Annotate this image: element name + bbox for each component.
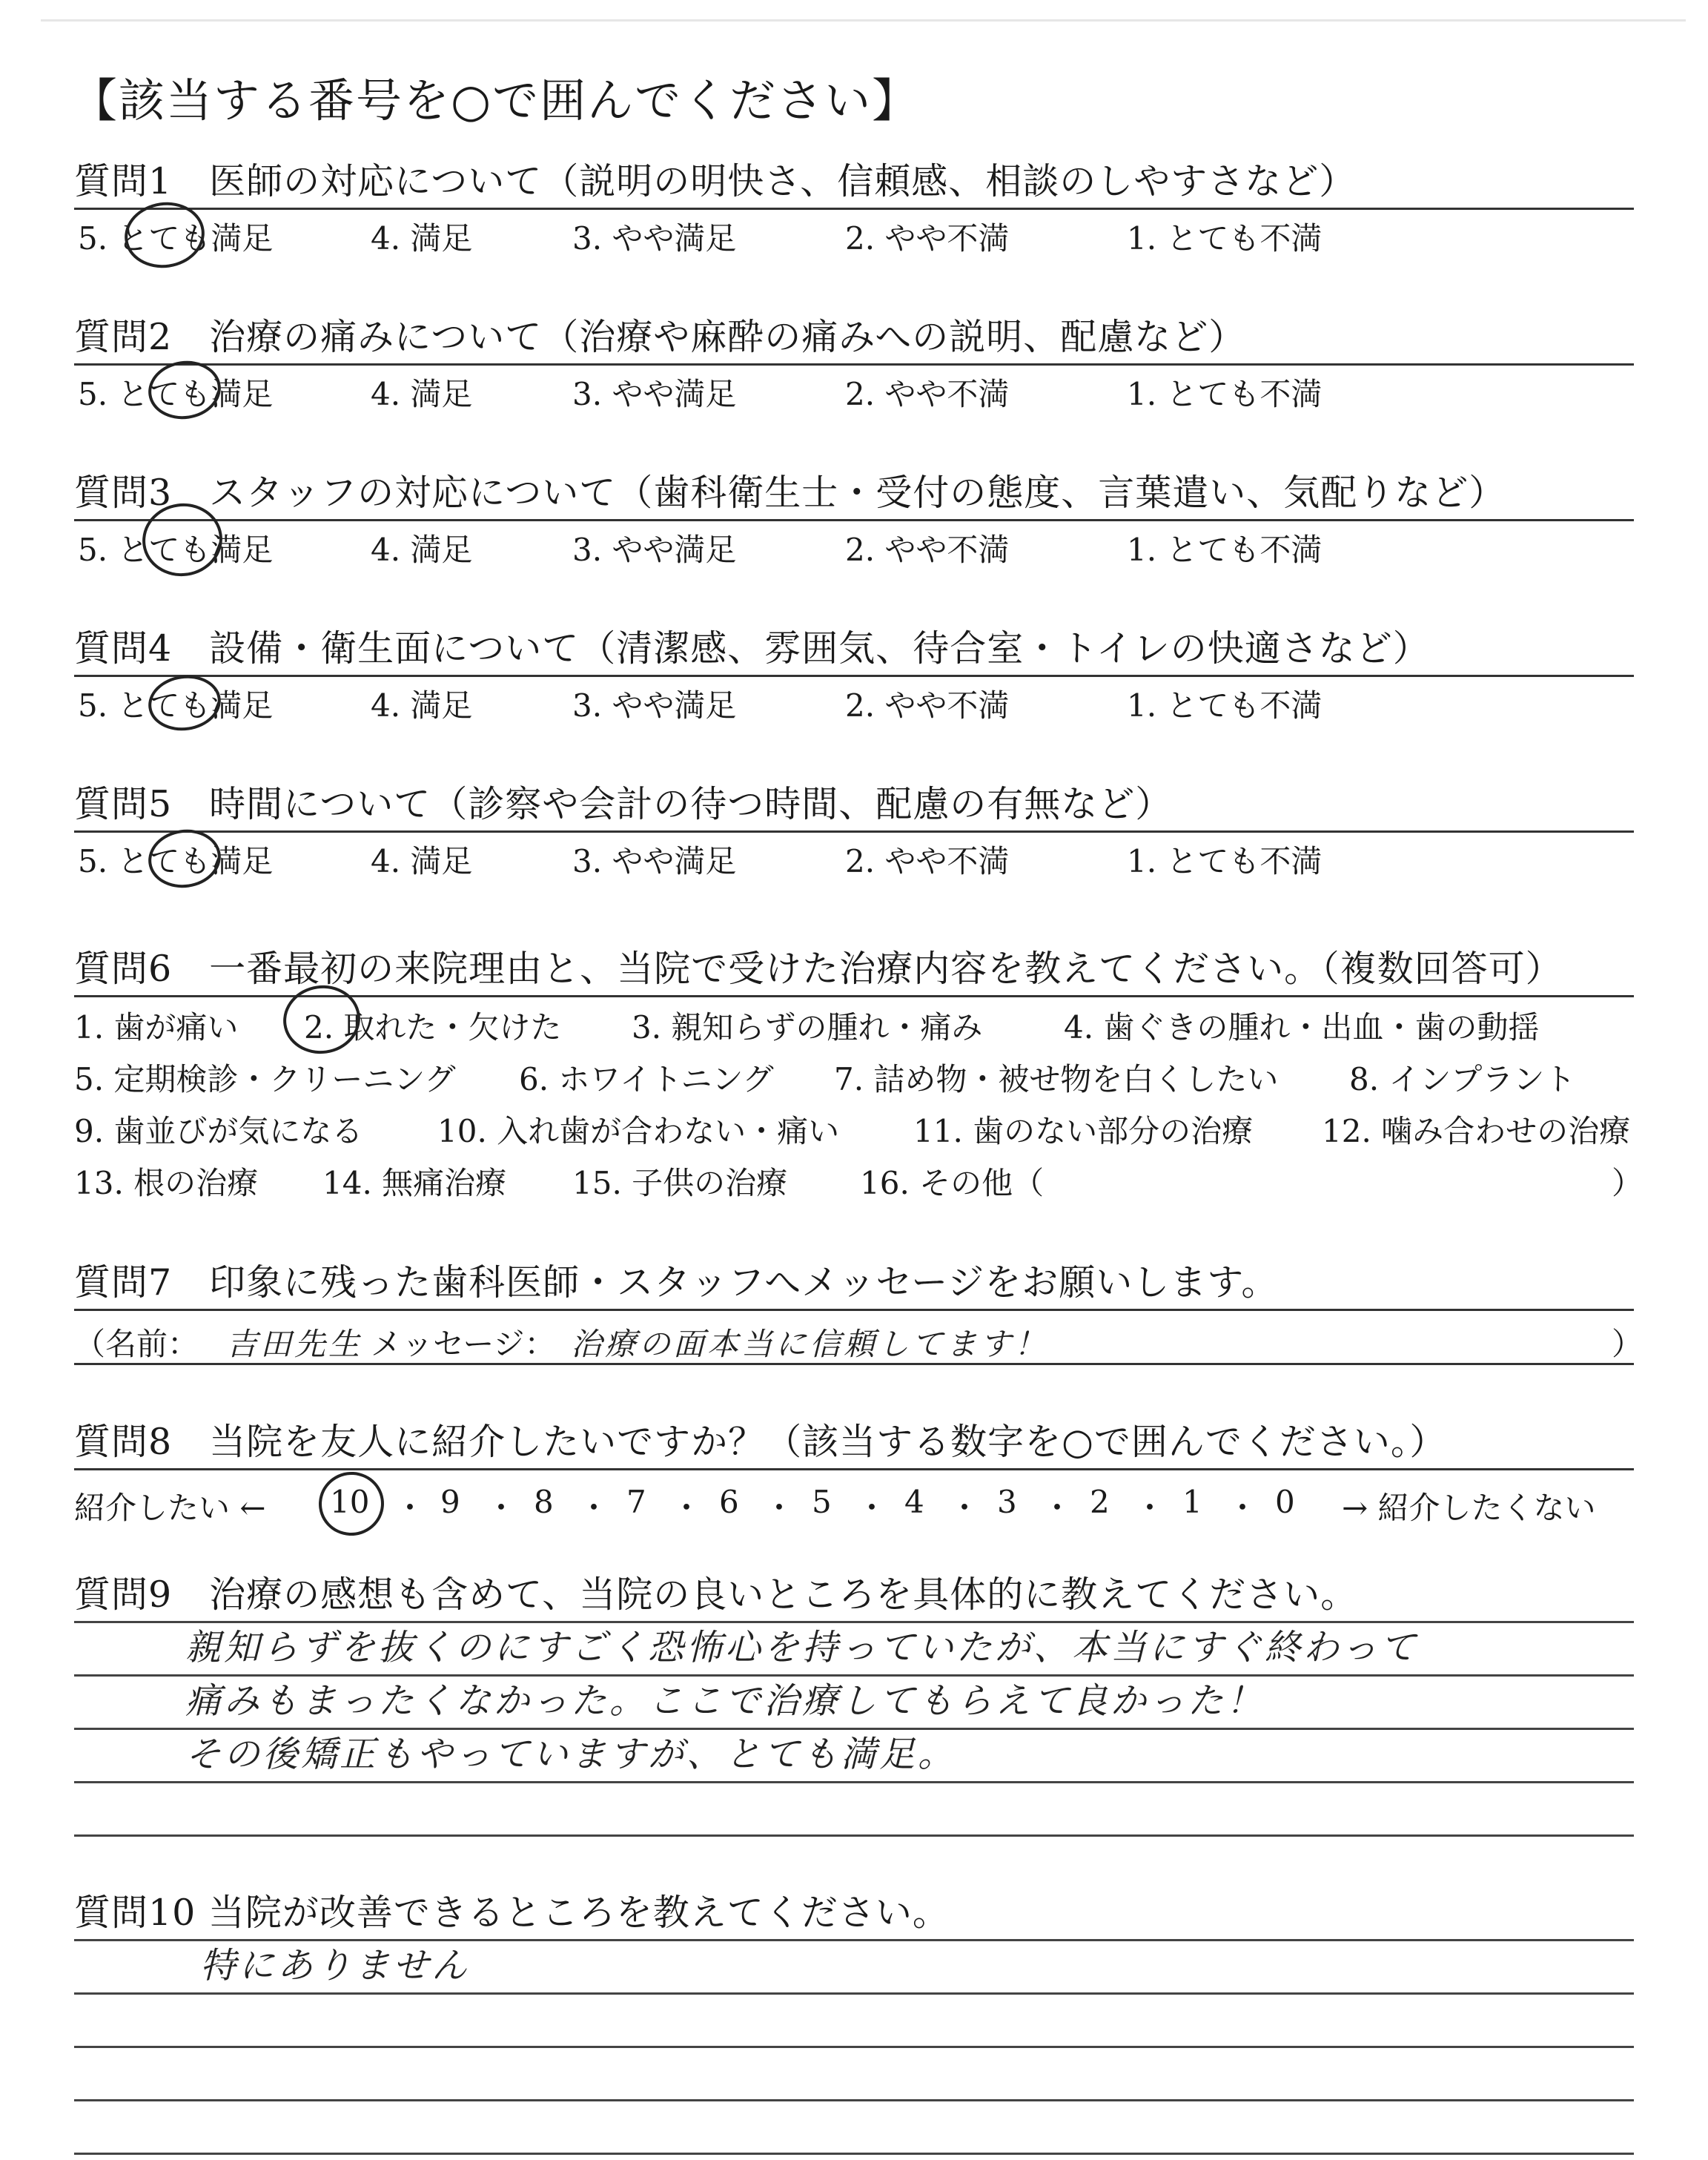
option-very-satisfied[interactable]: 5. とても満足 bbox=[78, 220, 274, 257]
question-3-title: 質問3 スタッフの対応について（歯科衛生士・受付の態度、言葉遣い、気配りなど） bbox=[74, 472, 1506, 514]
answer-line bbox=[74, 2048, 1634, 2101]
question-6-title: 質問6 一番最初の来院理由と、当院で受けた治療内容を教えてください。（複数回答可） bbox=[74, 948, 1563, 990]
answer-line bbox=[74, 2101, 1634, 2155]
scale-number[interactable]: 5 bbox=[812, 1484, 832, 1520]
scale-right-label: → 紹介したくない bbox=[1342, 1490, 1596, 1526]
message-label: メッセージ： bbox=[371, 1326, 556, 1362]
question-4 bbox=[74, 615, 1634, 726]
option-very-satisfied[interactable]: 5. とても満足 bbox=[78, 376, 274, 412]
option-somewhat-dissatisfied[interactable]: 2. やや不満 bbox=[845, 532, 1010, 568]
reason-option[interactable]: 12. 噛み合わせの治療 bbox=[1322, 1113, 1631, 1149]
question-7 bbox=[74, 1249, 1644, 1365]
answer-line bbox=[74, 1677, 1634, 1730]
question-8-title: 質問8 当院を友人に紹介したいですか？（該当する数字を○で囲んでください。） bbox=[74, 1421, 1447, 1463]
option-somewhat-satisfied[interactable]: 3. やや満足 bbox=[572, 220, 737, 257]
scan-top-edge bbox=[41, 19, 1686, 22]
option-somewhat-dissatisfied[interactable]: 2. やや不満 bbox=[845, 220, 1010, 257]
option-very-dissatisfied[interactable]: 1. とても不満 bbox=[1127, 376, 1323, 412]
selection-circle bbox=[314, 1467, 388, 1539]
message-field[interactable] bbox=[74, 1311, 1644, 1365]
option-satisfied[interactable]: 4. 満足 bbox=[371, 376, 473, 412]
scale-number[interactable]: 0 bbox=[1275, 1484, 1295, 1520]
question-3 bbox=[74, 460, 1634, 570]
answer-line bbox=[74, 1941, 1634, 1995]
reason-option[interactable]: 1. 歯が痛い bbox=[74, 1009, 239, 1046]
message-close-paren: ） bbox=[1612, 1326, 1644, 1362]
reason-option[interactable]: 6. ホワイトニング bbox=[519, 1061, 774, 1097]
option-very-satisfied[interactable]: 5. とても満足 bbox=[78, 687, 274, 724]
scale-number[interactable]: 9 bbox=[440, 1484, 460, 1520]
recommend-scale: 紹介したい ← 10 ・ 9 ・ 8 ・ 7 ・ 6 ・ 5 ・ 4 ・ 3 ・ 2 ・ 1 ・ 0 → 紹介したくない bbox=[74, 1470, 1634, 1530]
option-somewhat-satisfied[interactable]: 3. やや満足 bbox=[572, 532, 737, 568]
reason-option[interactable]: 4. 歯ぐきの腫れ・出血・歯の動揺 bbox=[1064, 1009, 1540, 1046]
selection-circle bbox=[145, 825, 225, 893]
answer-line bbox=[74, 1623, 1634, 1677]
q10-answer-area[interactable] bbox=[74, 1939, 1634, 2155]
option-somewhat-dissatisfied[interactable]: 2. やや不満 bbox=[845, 376, 1010, 412]
question-5-options bbox=[74, 833, 1634, 882]
reason-option[interactable]: 3. 親知らずの腫れ・痛み bbox=[632, 1009, 983, 1046]
question-2 bbox=[74, 304, 1634, 415]
option-somewhat-dissatisfied[interactable]: 2. やや不満 bbox=[845, 687, 1010, 724]
option-somewhat-satisfied[interactable]: 3. やや満足 bbox=[572, 687, 737, 724]
option-very-dissatisfied[interactable]: 1. とても不満 bbox=[1127, 220, 1323, 257]
reason-option-other[interactable]: 16. その他（ bbox=[860, 1165, 1045, 1201]
question-2-title: 質問2 治療の痛みについて（治療や麻酔の痛みへの説明、配慮など） bbox=[74, 316, 1246, 358]
name-handwritten: 吉田先生 bbox=[226, 1326, 363, 1362]
question-4-title: 質問4 設備・衛生面について（清潔感、雰囲気、待合室・トイレの快適さなど） bbox=[74, 627, 1430, 670]
question-1-options bbox=[74, 210, 1634, 259]
question-6-row-1 bbox=[74, 997, 1634, 1049]
question-6 bbox=[74, 936, 1644, 1205]
other-close-paren: ） bbox=[1612, 1165, 1644, 1201]
question-9-title: 質問9 治療の感想も含めて、当院の良いところを具体的に教えてください。 bbox=[74, 1573, 1358, 1616]
question-6-row-2 bbox=[74, 1049, 1634, 1101]
handwritten-text: 親知らずを抜くのにすごく恐怖心を持っていたが、本当にすぐ終わって bbox=[185, 1627, 1419, 1668]
handwritten-text: 痛みもまったくなかった。ここで治療してもらえて良かった！ bbox=[185, 1680, 1265, 1722]
option-somewhat-satisfied[interactable]: 3. やや満足 bbox=[572, 376, 737, 412]
question-4-options bbox=[74, 677, 1634, 726]
option-very-dissatisfied[interactable]: 1. とても不満 bbox=[1127, 843, 1323, 879]
reason-option[interactable]: 13. 根の治療 bbox=[74, 1165, 259, 1201]
question-10 bbox=[74, 1880, 1634, 2155]
q9-answer-area[interactable] bbox=[74, 1621, 1634, 1837]
question-9 bbox=[74, 1562, 1634, 1837]
reason-option[interactable]: 15. 子供の治療 bbox=[572, 1165, 788, 1201]
scale-number[interactable]: 7 bbox=[626, 1484, 646, 1520]
scale-number[interactable]: 10 bbox=[330, 1484, 370, 1520]
reason-option[interactable]: 11. 歯のない部分の治療 bbox=[913, 1113, 1254, 1149]
option-very-satisfied[interactable]: 5. とても満足 bbox=[78, 843, 274, 879]
option-very-dissatisfied[interactable]: 1. とても不満 bbox=[1127, 532, 1323, 568]
question-5-title: 質問5 時間について（診察や会計の待つ時間、配慮の有無など） bbox=[74, 783, 1173, 825]
name-label: （名前： bbox=[74, 1326, 199, 1362]
question-5 bbox=[74, 771, 1634, 882]
question-1 bbox=[74, 148, 1634, 259]
option-satisfied[interactable]: 4. 満足 bbox=[371, 220, 473, 257]
option-very-satisfied[interactable]: 5. とても満足 bbox=[78, 532, 274, 568]
reason-option[interactable]: 2. 取れた・欠けた bbox=[304, 1009, 562, 1046]
scale-number[interactable]: 4 bbox=[904, 1484, 924, 1520]
scale-number[interactable]: 3 bbox=[997, 1484, 1017, 1520]
answer-line bbox=[74, 1730, 1634, 1783]
reason-option[interactable]: 14. 無痛治療 bbox=[322, 1165, 507, 1201]
question-6-row-4 bbox=[74, 1153, 1644, 1205]
question-10-title: 質問10 当院が改善できるところを教えてください。 bbox=[74, 1892, 950, 1934]
answer-line bbox=[74, 1995, 1634, 2048]
question-3-options bbox=[74, 521, 1634, 570]
question-2-options bbox=[74, 366, 1634, 415]
form-instruction-header: 【該当する番号を○で囲んでください】 bbox=[71, 73, 920, 128]
option-somewhat-satisfied[interactable]: 3. やや満足 bbox=[572, 843, 737, 879]
message-handwritten: 治療の面本当に信頼してます！ bbox=[571, 1326, 1049, 1362]
question-1-title: 質問1 医師の対応について（説明の明快さ、信頼感、相談のしやすさなど） bbox=[74, 160, 1357, 202]
scale-number[interactable]: 8 bbox=[534, 1484, 554, 1520]
option-satisfied[interactable]: 4. 満足 bbox=[371, 843, 473, 879]
reason-option[interactable]: 9. 歯並びが気になる bbox=[74, 1113, 363, 1149]
scale-number[interactable]: 6 bbox=[719, 1484, 739, 1520]
scale-number[interactable]: 2 bbox=[1090, 1484, 1110, 1520]
reason-option[interactable]: 5. 定期検診・クリーニング bbox=[74, 1061, 456, 1097]
option-satisfied[interactable]: 4. 満足 bbox=[371, 532, 473, 568]
option-somewhat-dissatisfied[interactable]: 2. やや不満 bbox=[845, 843, 1010, 879]
option-satisfied[interactable]: 4. 満足 bbox=[371, 687, 473, 724]
handwritten-text: 特にありません bbox=[200, 1945, 471, 1986]
scale-number[interactable]: 1 bbox=[1182, 1484, 1202, 1520]
question-7-title: 質問7 印象に残った歯科医師・スタッフへメッセージをお願いします。 bbox=[74, 1261, 1279, 1304]
scale-left-label: 紹介したい ← bbox=[74, 1490, 266, 1526]
reason-option[interactable]: 8. インプラント bbox=[1349, 1061, 1576, 1097]
question-8 bbox=[74, 1409, 1634, 1530]
handwritten-text: その後矯正もやっていますが、とても満足。 bbox=[185, 1734, 957, 1775]
reason-option[interactable]: 7. 詰め物・被せ物を白くしたい bbox=[834, 1061, 1279, 1097]
answer-line bbox=[74, 1783, 1634, 1837]
option-very-dissatisfied[interactable]: 1. とても不満 bbox=[1127, 687, 1323, 724]
reason-option[interactable]: 10. 入れ歯が合わない・痛い bbox=[437, 1113, 840, 1149]
question-6-row-3 bbox=[74, 1101, 1634, 1153]
